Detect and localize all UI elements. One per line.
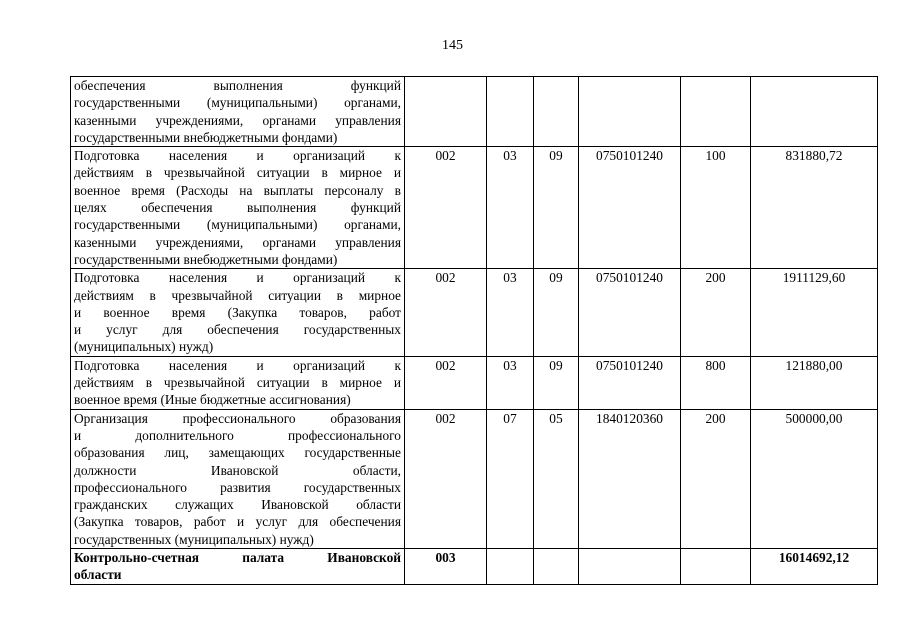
expense-name-line: профессионального развития государственных (74, 479, 401, 495)
expense-name-line: государственных (муниципальных) нужд) (74, 531, 314, 547)
subsection-code-cell (534, 77, 579, 147)
subsection-code-cell: 09 (534, 147, 579, 269)
expense-name-line: (муниципальных) нужд) (74, 339, 214, 355)
section-code-cell: 03 (487, 269, 534, 356)
ved-code-cell: 002 (405, 147, 487, 269)
expense-name-line: действиям в чрезвычайной ситуации в мирное и (74, 375, 401, 391)
amount-cell: 831880,72 (751, 147, 878, 269)
expense-name-line: Подготовка населения и организаций к (74, 357, 401, 373)
section-code-cell: 03 (487, 356, 534, 409)
amount-cell: 16014692,12 (751, 549, 878, 585)
target-article-cell: 0750101240 (579, 356, 681, 409)
target-article-cell: 0750101240 (579, 269, 681, 356)
expense-name-line: военное время (Иные бюджетные ассигнования) (74, 392, 351, 408)
ved-code-cell: 003 (405, 549, 487, 585)
expense-type-cell (681, 549, 751, 585)
amount-cell (751, 77, 878, 147)
budget-table (70, 76, 878, 585)
expense-name-line: и военное время (Закупка товаров, работ (74, 304, 401, 320)
section-code-cell: 03 (487, 147, 534, 269)
expense-name-cell (71, 269, 405, 356)
expense-name-line: государственными (муниципальными) органами, (74, 95, 401, 111)
expense-name-cell (71, 147, 405, 269)
expense-name-line: казенными учреждениями, органами управления (74, 234, 401, 250)
ved-code-cell (405, 77, 487, 147)
expense-name-line: государственными внебюджетными фондами) (74, 251, 338, 267)
expense-name-line: Контрольно-счетная палата Ивановской (74, 550, 401, 566)
expense-name-line: Подготовка населения и организаций к (74, 148, 401, 164)
target-article-cell (579, 549, 681, 585)
expense-type-cell: 100 (681, 147, 751, 269)
subsection-code-cell: 09 (534, 356, 579, 409)
expense-name-line: целях обеспечения выполнения функций (74, 200, 401, 216)
expense-name-line: гражданских служащих Ивановской области (74, 497, 401, 513)
expense-name-cell (71, 356, 405, 409)
expense-name-line: и дополнительного профессионального (74, 427, 401, 443)
expense-name-line: области (74, 567, 122, 583)
expense-name-line: и услуг для обеспечения государственных (74, 322, 401, 338)
expense-type-cell: 200 (681, 269, 751, 356)
expense-name-cell (71, 549, 405, 585)
ved-code-cell: 002 (405, 356, 487, 409)
section-code-cell (487, 549, 534, 585)
expense-name-line: Организация профессионального образования (74, 410, 401, 426)
expense-name-line: должности Ивановской области, (74, 462, 401, 478)
table-row (71, 147, 878, 269)
expense-name-line: государственными (муниципальными) органами, (74, 217, 401, 233)
expense-type-cell: 200 (681, 409, 751, 548)
ved-code-cell: 002 (405, 269, 487, 356)
expense-name-cell (71, 409, 405, 548)
table-row (71, 77, 878, 147)
table-row (71, 549, 878, 585)
target-article-cell: 1840120360 (579, 409, 681, 548)
target-article-cell (579, 77, 681, 147)
expense-name-line: обеспечения выполнения функций (74, 78, 401, 93)
expense-name-line: государственными внебюджетными фондами) (74, 129, 338, 145)
expense-name-line: действиям в чрезвычайной ситуации в мирное и (74, 165, 401, 181)
subsection-code-cell: 05 (534, 409, 579, 548)
expense-name-line: действиям в чрезвычайной ситуации в мирное (74, 287, 401, 303)
table-row (71, 409, 878, 548)
table-row (71, 269, 878, 356)
expense-type-cell (681, 77, 751, 147)
amount-cell: 121880,00 (751, 356, 878, 409)
table-row (71, 356, 878, 409)
amount-cell: 1911129,60 (751, 269, 878, 356)
amount-cell: 500000,00 (751, 409, 878, 548)
expense-name-line: казенными учреждениями, органами управления (74, 112, 401, 128)
expense-name-line: (Закупка товаров, работ и услуг для обеспечения (74, 514, 401, 530)
ved-code-cell: 002 (405, 409, 487, 548)
table-body (71, 77, 878, 585)
subsection-code-cell: 09 (534, 269, 579, 356)
expense-name-line: военное время (Расходы на выплаты персоналу в (74, 182, 401, 198)
section-code-cell (487, 77, 534, 147)
page-number: 145 (442, 38, 463, 53)
section-code-cell: 07 (487, 409, 534, 548)
expense-type-cell: 800 (681, 356, 751, 409)
expense-name-cell (71, 77, 405, 147)
expense-name-line: образования лиц, замещающих государственные (74, 445, 401, 461)
expense-name-line: Подготовка населения и организаций к (74, 270, 401, 286)
subsection-code-cell (534, 549, 579, 585)
target-article-cell: 0750101240 (579, 147, 681, 269)
